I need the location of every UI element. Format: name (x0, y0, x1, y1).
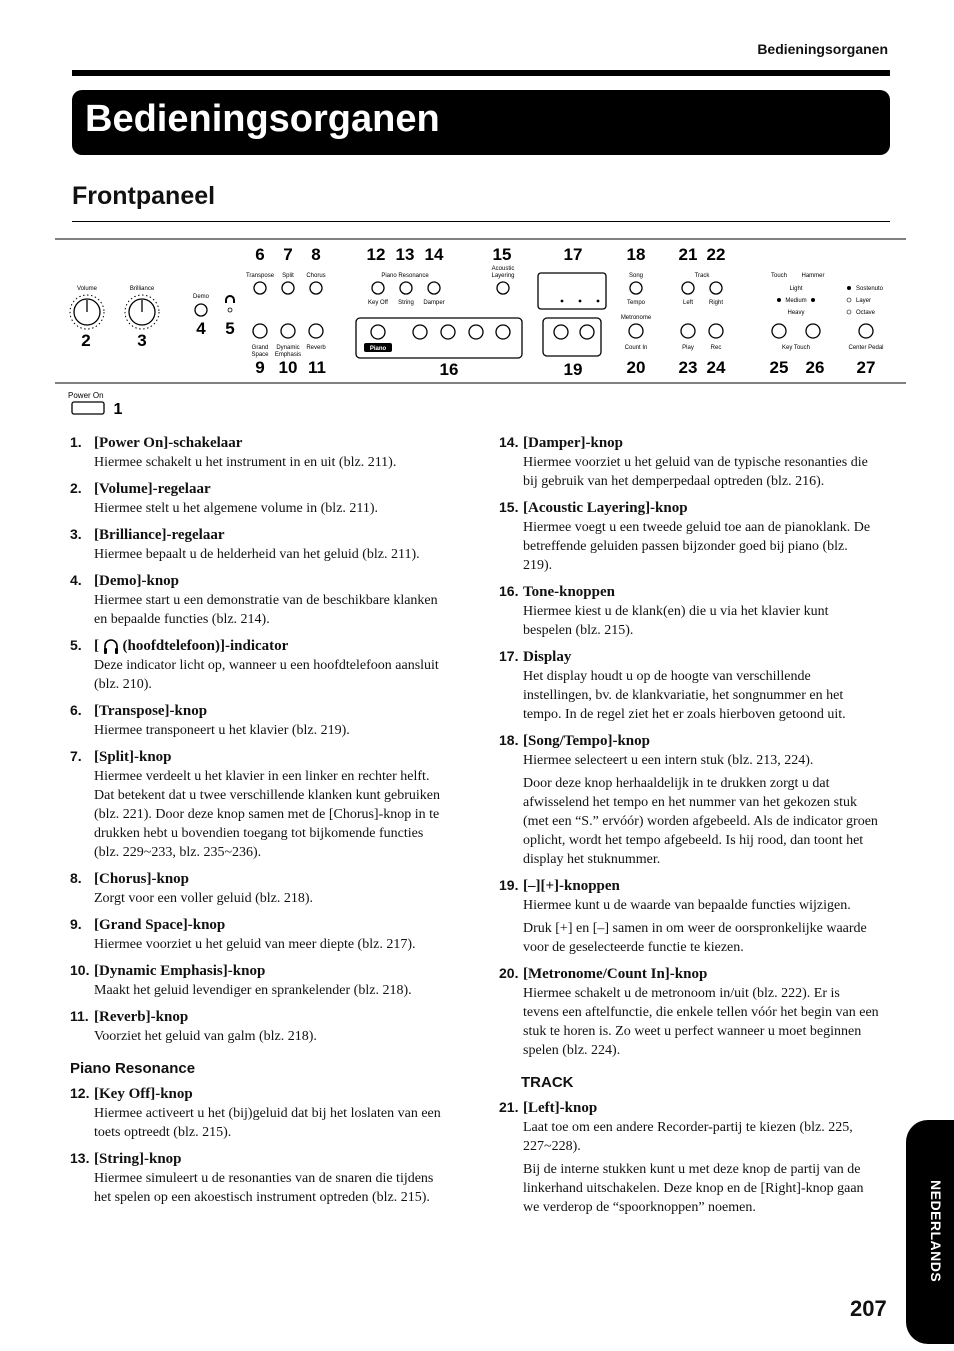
subheading-track: TRACK (521, 1074, 574, 1091)
metronome-button (629, 324, 643, 338)
item-7: 7. [Split]-knop Hiermee verdeelt u het klavier in een linker en rechter helft. Dat betekent dat u twee verschillende klanken kunt gebruiken (blz. 221). Door deze knop samen met de [Chorus]-knop in te drukken hebt u bovendien toegang tot bijkomende functies (blz. 229~233, blz. 235~236). (70, 748, 440, 860)
label-volume: Volume (76, 286, 98, 292)
label-right: Right (708, 300, 724, 306)
left-track-button (682, 282, 694, 294)
item-4: 4. [Demo]-knop Hiermee start u een demonstratie van de beschikbare klanken en bepaalde functies (blz. 214). (70, 572, 438, 627)
label-key-touch: Key Touch (782, 345, 810, 351)
callout-25: 25 (769, 358, 789, 377)
callout-6: 6 (255, 245, 265, 264)
key-touch-button (772, 324, 786, 338)
page-number: 207 (850, 1296, 887, 1321)
label-count-in: Count In (624, 345, 648, 351)
label-demo: Demo (192, 294, 210, 300)
item-15: 15. [Acoustic Layering]-knop Hiermee voegt u een tweede geluid toe aan de pianoklank. De betreffende geluiden passen bijzonder goed bij piano (blz. 219). (499, 499, 871, 573)
play-button (681, 324, 695, 338)
header-rule (72, 70, 890, 76)
label-center-pedal: Center Pedal (848, 345, 884, 351)
label-light: Light (789, 286, 803, 292)
organ-tone-button (469, 325, 483, 339)
item-6: 6. [Transpose]-knop Hiermee transponeert u het klavier (blz. 219). (70, 702, 350, 738)
label-metronome: Metronome (620, 315, 652, 321)
callout-5: 5 (225, 319, 235, 338)
label-medium: Medium (785, 298, 807, 304)
label-left: Left (682, 300, 694, 306)
label-layer: Layer (856, 298, 872, 304)
subheading-piano-resonance: Piano Resonance (70, 1060, 196, 1077)
item-19: 19. [–][+]-knoppen Hiermee kunt u de waarde van bepaalde functies wijzigen. Druk [+] en [–] samen in om weer de oorspronkelijke waarde voor de geselecteerde functie te kiezen. (499, 877, 867, 955)
callout-27: 27 (856, 358, 876, 377)
callout-26: 26 (805, 358, 825, 377)
callout-4: 4 (196, 319, 206, 338)
damper-button (428, 282, 440, 294)
chorus-button (310, 282, 322, 294)
label-play: Play (682, 345, 694, 351)
callout-7: 7 (283, 245, 293, 264)
label-key-off: Key Off (368, 300, 388, 306)
callout-14: 14 (424, 245, 444, 264)
item-16: 16. Tone-knoppen Hiermee kiest u de klank(en) die u via het klavier kunt bespelen (blz. 215). (499, 583, 829, 638)
callout-18: 18 (626, 245, 646, 264)
callout-1: 1 (113, 401, 123, 418)
split-button (282, 282, 294, 294)
item-5: 5. [ (hoofdtelefoon)]-indicator Deze indicator licht op, wanneer u een hoofdtelefoon aansluit (blz. 210). (70, 637, 439, 692)
callout-19: 19 (563, 360, 583, 379)
callout-3: 3 (137, 331, 147, 350)
song-tempo-button (630, 282, 642, 294)
item-17: 17. Display Het display houdt u op de hoogte van verschillende instellingen, bv. de klankvariatie, het songnummer en het tempo. In de regel ziet het er zoals hierboven getoond uit. (499, 648, 846, 722)
callout-9: 9 (255, 358, 265, 377)
front-panel-diagram (0, 238, 954, 420)
label-piano-resonance: Piano Resonance (381, 273, 429, 279)
callout-11: 11 (308, 358, 326, 377)
item-18: 18. [Song/Tempo]-knop Hiermee selecteert u een intern stuk (blz. 213, 224). Door deze knop herhaaldelijk in te drukken zorgt u dat afwisselend het tempo en het nummer van het gekozen stuk (met een “S.” ervóór) worden afgebeeld. Als de indicator groen oplicht, wordt het tempo afgebeeld. Is hij rood, dan toont het display het stuknummer. (499, 732, 878, 867)
label-grand: Grand (251, 345, 269, 351)
label-reverb: Reverb (306, 345, 326, 351)
item-14: 14. [Damper]-knop Hiermee voorziet u het geluid van de typische resonanties die bij gebruik van het demperpedaal optreden (blz. 216). (499, 434, 868, 489)
center-pedal-button (859, 324, 873, 338)
label-touch: Touch (770, 273, 788, 279)
item-21: 21. [Left]-knop Laat toe om een andere Recorder-partij te kiezen (blz. 225, 227~228). Bij de interne stukken kunt u met deze knop de partij van de linkerhand uitschakelen. Deze knop en de [Right]-knop gaan we verderop de “spoorknoppen” noemen. (499, 1099, 864, 1215)
label-layering: Layering (491, 273, 515, 279)
label-string: String (398, 300, 414, 306)
label-emphasis: Emphasis (274, 352, 302, 358)
callout-21: 21 (678, 245, 698, 264)
item-3: 3. [Brilliance]-regelaar Hiermee bepaalt u de helderheid van het geluid (blz. 211). (70, 526, 420, 562)
label-song: Song (628, 273, 644, 279)
plus-button (580, 325, 594, 339)
left-column (70, 434, 450, 1215)
harpsichord-tone-button (441, 325, 455, 339)
callout-24: 24 (706, 358, 726, 377)
language-label: NEDERLANDS (928, 1180, 944, 1283)
hammer-button (806, 324, 820, 338)
label-dynamic: Dynamic (276, 345, 300, 351)
callout-10: 10 (278, 358, 298, 377)
right-column (499, 434, 879, 1225)
label-heavy: Heavy (787, 310, 805, 316)
epiano-tone-button (413, 325, 427, 339)
item-13: 13. [String]-knop Hiermee simuleert u de resonanties van de snaren die tijdens het spelen op een akoestisch instrument optreden (blz. 215). (70, 1150, 434, 1205)
callout-2: 2 (81, 331, 91, 350)
right-track-button (710, 282, 722, 294)
label-chorus: Chorus (306, 273, 326, 279)
callout-17: 17 (563, 245, 583, 264)
demo-button (195, 304, 207, 316)
section-title: Frontpaneel (72, 182, 216, 210)
callout-13: 13 (395, 245, 415, 264)
headphones-icon (225, 295, 235, 303)
label-brilliance: Brilliance (129, 286, 155, 292)
power-switch (72, 402, 104, 414)
label-power-on: Power On (68, 391, 104, 400)
callout-8: 8 (311, 245, 321, 264)
label-octave: Octave (856, 310, 876, 316)
strings-tone-button (496, 325, 510, 339)
callout-23: 23 (678, 358, 698, 377)
label-damper: Damper (423, 300, 445, 306)
item-1: 1. [Power On]-schakelaar Hiermee schakelt u het instrument in en uit (blz. 211). (70, 434, 397, 470)
callout-22: 22 (706, 245, 726, 264)
piano-tone-button (371, 325, 385, 339)
reverb-button (309, 324, 323, 338)
label-sostenuto: Sostenuto (856, 286, 884, 292)
callout-15: 15 (492, 245, 512, 264)
item-10: 10. [Dynamic Emphasis]-knop Maakt het geluid levendiger en sprankelender (blz. 218). (70, 962, 412, 998)
acoustic-layering-button (497, 282, 509, 294)
rec-button (709, 324, 723, 338)
page-title: Bedieningsorganen (85, 98, 440, 140)
label-split: Split (282, 273, 294, 279)
transpose-button (254, 282, 266, 294)
string-button (400, 282, 412, 294)
callout-16: 16 (439, 360, 459, 379)
callout-20: 20 (626, 358, 646, 377)
item-11: 11. [Reverb]-knop Voorziet het geluid van galm (blz. 218). (70, 1008, 317, 1044)
label-piano: Piano (369, 346, 387, 352)
item-20: 20. [Metronome/Count In]-knop Hiermee schakelt u de metronoom in/uit (blz. 222). Er is tevens een aftelfunctie, die enkele tellen vóór het begin van een stuk te horen is. Zo weet u perfect wanneer u moet beginnen spelen (blz. 224). (499, 965, 879, 1058)
label-track: Track (694, 273, 710, 279)
language-tab (906, 1120, 954, 1344)
label-acoustic: Acoustic (491, 266, 515, 272)
item-9: 9. [Grand Space]-knop Hiermee voorziet u het geluid van meer diepte (blz. 217). (70, 916, 416, 952)
headphones-icon (103, 639, 119, 655)
minus-button (554, 325, 568, 339)
callout-12: 12 (366, 245, 386, 264)
item-12: 12. [Key Off]-knop Hiermee activeert u het (bij)geluid dat bij het loslaten van een toets optreedt (blz. 215). (70, 1085, 441, 1140)
display (538, 273, 606, 309)
label-hammer: Hammer (801, 273, 825, 279)
label-space: Space (251, 352, 269, 358)
label-rec: Rec (710, 345, 722, 351)
title-bar (72, 90, 890, 155)
running-head: Bedieningsorganen (757, 41, 888, 57)
label-transpose: Transpose (245, 273, 275, 279)
key-off-button (372, 282, 384, 294)
item-2: 2. [Volume]-regelaar Hiermee stelt u het algemene volume in (blz. 211). (70, 480, 379, 516)
section-rule (72, 221, 890, 222)
item-8: 8. [Chorus]-knop Zorgt voor een voller geluid (blz. 218). (70, 870, 314, 906)
label-tempo: Tempo (626, 300, 646, 306)
dynamic-emphasis-button (281, 324, 295, 338)
grand-space-button (253, 324, 267, 338)
